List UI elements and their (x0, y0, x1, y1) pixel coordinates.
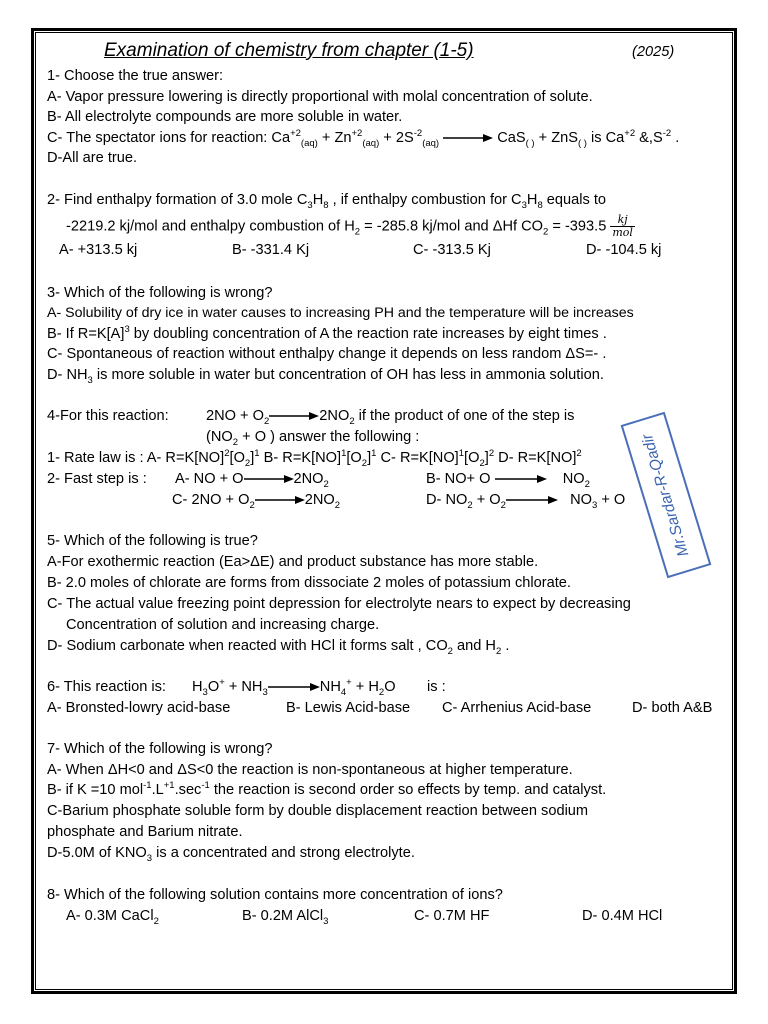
q4-rate-law: 1- Rate law is : A- $R=K[NO]^2[O_2]^1$ B- $R=K[NO]^1[O_2]^1$ C- $R=K[NO]^1[O_2]^2$ D- R=K[NO]$^2$ (47, 448, 582, 469)
reaction-arrow-icon (255, 495, 305, 505)
q2-option-b: B- -331.4 Kj (232, 242, 310, 258)
q6-prompt: 6- This reaction is: (47, 679, 166, 695)
q2-prompt: 2- Find enthalpy formation of 3.0 mole $C_3H_8$ , if enthalpy combustion for $C_3H_8$ equals to (47, 192, 607, 211)
q7-option-d: D-5.0M of $KNO_3$ is a concentrated and strong electrolyte. (47, 845, 415, 864)
q6-option-d: D- both A&B (632, 700, 713, 716)
exam-title: Examination of chemistry from chapter (1-5) (104, 40, 474, 61)
q8-option-b: B- 0.2M AlCl$_3$ (242, 908, 329, 927)
reaction-arrow-icon (506, 495, 558, 505)
q7-option-c-cont: phosphate and Barium nitrate. (47, 824, 243, 840)
q2-prompt-line2: -2219.2 kj/mol and enthalpy combustion of $H_2 = -285.8$ kj/mol and ΔHf $CO_2 = -393.5$ $\frac{kj}{\text{mol}}$ (66, 213, 633, 239)
q4-fast-option-a: A- NO + O $2NO_2$ (175, 471, 329, 490)
q5-option-a: A-For exothermic reaction (Ea>ΔE) and product substance has more stable. (47, 554, 539, 570)
q2-option-c: C- -313.5 Kj (413, 242, 491, 258)
reaction-arrow-icon (495, 474, 547, 484)
q5-option-c-cont: Concentration of solution and increasing charge. (66, 617, 380, 633)
q6-option-a: A- Bronsted-lowry acid-base (47, 700, 231, 716)
q2-option-a: A- +313.5 kj (59, 242, 138, 258)
reaction-arrow-icon (268, 682, 320, 692)
q7-option-b: B- if K =10 $mol^{-1}.L^{+1}.\sec^{-1}$ the reaction is second order so effects by temp. and catalyst. (47, 780, 607, 798)
q1-option-c: C- The spectator ions for reaction: $Ca^{+2}_{(aq)} + Zn^{+2}_{(aq)} + 2S^{-2}_{(aq)}$ CaS$_{( )}$ + ZnS$_{( )}$ is $Ca^{+2}$ $\&,S^{-2}$ . (47, 128, 680, 149)
q2-option-d: D- -104.5 kj (586, 242, 662, 258)
reaction-arrow-icon (244, 474, 294, 484)
q3-option-b: B- If $R=K[A]^3$ by doubling concentration of A the reaction rate increases by eight times . (47, 324, 607, 342)
q5-option-d: D- Sodium carbonate when reacted with HCl it forms salt , $CO_2$ and $H_2$ . (47, 638, 510, 657)
q1-option-d: D-All are true. (47, 150, 138, 166)
q4-prompt: 4-For this reaction: (47, 408, 169, 424)
q3-option-a: A- Solubility of dry ice in water causes to increasing PH and the temperature will be increases (47, 305, 634, 321)
q4-fast-option-d: D- $NO_2 + O_2$ $NO_3 + O$ (426, 492, 626, 511)
q4-fast-step-label: 2- Fast step is : (47, 471, 147, 487)
q4-reaction: $2NO + O_2$ $2NO_2$ if the product of one of the step is (206, 408, 575, 427)
reaction-arrow-icon (443, 133, 493, 143)
q4-fast-option-b: B- NO+ O $NO_2$ (426, 471, 590, 490)
q8-option-d: D- 0.4M HCl (582, 908, 663, 924)
q1-prompt: 1- Choose the true answer: (47, 68, 224, 84)
q6-is: is : (427, 679, 446, 695)
q5-option-b: B- 2.0 moles of chlorate are forms from dissociate 2 moles of potassium chlorate. (47, 575, 571, 591)
q6-reaction: $H_3O^+ + NH_3$ $NH_4^+ + H_2O$ (192, 677, 396, 698)
q7-prompt: 7- Which of the following is wrong? (47, 741, 273, 757)
q1-option-a: A- Vapor pressure lowering is directly proportional with molal concentration of solute. (47, 89, 593, 105)
unit-fraction: $\frac{kj}{\text{mol}}$ (612, 213, 633, 239)
exam-year: (2025) (632, 44, 675, 60)
q6-option-b: B- Lewis Acid-base (286, 700, 411, 716)
q5-prompt: 5- Which of the following is true? (47, 533, 258, 549)
q5-option-c: C- The actual value freezing point depression for electrolyte nears to expect by decreasing (47, 596, 631, 612)
q4-fast-option-c: C- $2NO + O_2$ $2NO_2$ (172, 492, 341, 511)
q8-prompt: 8- Which of the following solution contains more concentration of ions? (47, 887, 503, 903)
q7-option-a: A- When ΔH<0 and ΔS<0 the reaction is non-spontaneous at higher temperature. (47, 762, 573, 778)
author-stamp-text: Mr.Sardar-R-Qadir (638, 431, 693, 559)
q3-prompt: 3- Which of the following is wrong? (47, 285, 273, 301)
q3-option-d: D- $NH_3$ is more soluble in water but concentration of OH has less in ammonia solution. (47, 367, 604, 386)
reaction-arrow-icon (269, 411, 319, 421)
q8-option-a: A- 0.3M CaCl$_2$ (66, 908, 159, 927)
q4-prompt-line2: ($NO_2 + O$ ) answer the following : (206, 429, 420, 448)
q1-option-b: B- All electrolyte compounds are more soluble in water. (47, 109, 403, 125)
q6-option-c: C- Arrhenius Acid-base (442, 700, 592, 716)
q7-option-c: C-Barium phosphate soluble form by double displacement reaction between sodium (47, 803, 589, 819)
q3-option-c: C- Spontaneous of reaction without enthalpy change it depends on less random ΔS=- . (47, 346, 607, 362)
q8-option-c: C- 0.7M HF (414, 908, 490, 924)
